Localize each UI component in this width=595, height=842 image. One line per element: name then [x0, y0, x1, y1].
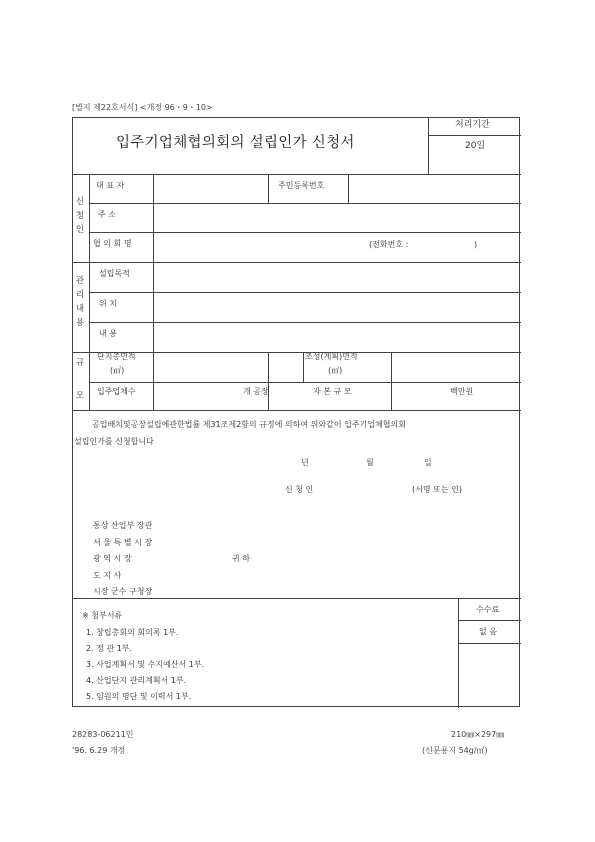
scale-section-label-bottom: 모 [75, 391, 85, 401]
signature-label: (서명 또는 인) [412, 485, 462, 494]
application-form [72, 117, 520, 707]
address-label: 주 소 [98, 210, 116, 219]
statement-line-1: 공업배치및공장설립에관한법률 제31조제2항의 규정에 의하여 위와같이 입주기업체협의회 [92, 420, 406, 429]
form-number-label: [별지 제22호서식] <개정 96・9・10> [72, 103, 213, 112]
paper-size: 210㎜×297㎜ [451, 730, 505, 739]
fee-label: 수수료 [476, 605, 500, 614]
attachment-item: 2. 정 관 1부. [86, 644, 133, 653]
month-label: 월 [366, 458, 374, 467]
purpose-label: 설립목적 [99, 269, 130, 278]
day-label: 일 [424, 458, 432, 467]
representative-label: 대 표 자 [96, 181, 125, 190]
phone-label: (전화번호 : [369, 240, 409, 249]
content-label: 내 용 [99, 329, 117, 338]
attachment-item: 1. 창립총회의 회의록 1부. [86, 628, 179, 637]
scale-section-label-top: 규 [75, 358, 85, 368]
recipient-line: 시장 군수 구청장 [93, 587, 153, 596]
recipient-line: 서 울 특 별 시 장 [93, 538, 153, 547]
factory-unit: 개 공장 [243, 387, 269, 396]
fee-value: 없 음 [479, 627, 497, 636]
location-label: 위 치 [99, 299, 117, 308]
attachment-item: 5. 임원의 명단 및 이력서 1부. [86, 692, 192, 701]
processing-period-label: 처리기간 [455, 120, 490, 130]
year-label: 년 [301, 458, 309, 467]
applicant-sign-label: 신 청 인 [285, 485, 314, 494]
management-section-label: 관 리 내 용 [75, 276, 85, 328]
capital-label: 자 본 규 모 [313, 387, 352, 396]
recipient-line: 도 지 사 [93, 571, 122, 580]
form-code: 28283-06211민 [72, 730, 134, 739]
planned-area-label: 조성(계획)면적 [305, 352, 358, 361]
company-count-label: 입주업체수 [97, 387, 136, 396]
revision-date: '96. 6.29 개정 [72, 746, 126, 755]
attachments-title: ※ 첨부서류 [82, 611, 123, 620]
council-name-label: 협 의 회 명 [93, 239, 132, 248]
planned-area-unit: (㎡) [328, 366, 343, 375]
recipient-line: 통상 산업부 장관 [93, 521, 153, 530]
complex-area-label: 단지총면적 [97, 352, 136, 361]
attachment-item: 3. 사업계획서 및 수지예산서 1부. [86, 660, 205, 669]
resident-number-label: 주민등록번호 [278, 181, 325, 190]
applicant-section-label: 신 청 인 [75, 197, 85, 235]
paper-type: (신문용지 54g/㎡) [422, 746, 488, 755]
honorific-label: 귀 하 [232, 554, 250, 563]
attachment-item: 4. 산업단지 관리계획서 1부. [86, 676, 187, 685]
processing-period-value: 20일 [465, 141, 486, 151]
capital-unit: 백만원 [450, 387, 474, 396]
complex-area-unit: (㎡) [110, 366, 125, 375]
form-title: 입주기업체협의회의 설립인가 신청서 [116, 135, 355, 151]
statement-line-2: 설립인가를 신청합니다 [74, 437, 154, 446]
phone-close: ) [474, 240, 478, 249]
recipient-line: 광 역 시 장 [93, 554, 132, 563]
